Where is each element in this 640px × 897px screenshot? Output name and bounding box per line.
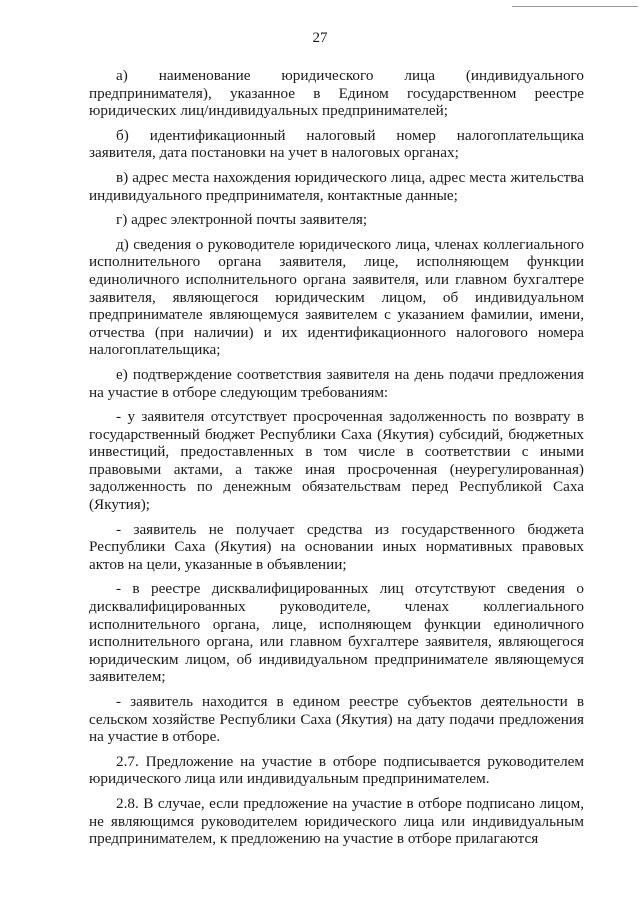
requirement-no-other-funds: - заявитель не получает средства из государственного бюджета Республики Саха (Якутия) на основании иных нормативных правовых актов на цели, указанные в объявлении;: [89, 520, 584, 573]
section-2-7: 2.7. Предложение на участие в отборе подписывается руководителем юридического лица или индивидуальным предпринимателем.: [89, 752, 584, 788]
document-body: [89, 67, 584, 855]
requirement-in-registry: - заявитель находится в едином реестре субъектов деятельности в сельском хозяйстве Республики Саха (Якутия) на дату подачи предложения на участие в отборе.: [89, 693, 584, 746]
paragraph-g: г) адрес электронной почты заявителя;: [116, 211, 368, 229]
section-2-8: 2.8. В случае, если предложение на участие в отборе подписано лицом, не являющимся руководителем юридического лица или индивидуальным предпринимателем, к предложению на участие в отборе прилагаются: [89, 794, 584, 848]
requirement-no-debt: - у заявителя отсутствует просроченная задолженность по возврату в государственный бюджет Республики Саха (Якутия) субсидий, бюджетных инвестиций, предоставленных в том числе в соответствии с иными правовыми актами, а также иная просроченная (неурегулированная) задолженность по денежным обязательствам перед Республикой Саха (Якутия);: [89, 408, 584, 514]
paragraph-d: д) сведения о руководителе юридического лица, членах коллегиального исполнительного органа заявителя, лице, исполняющем функции единоличного исполнительного органа заявителя, или главном бухгалтере заявителя, являющегося юридическим лицом, об индивидуальном предпринимателе являющемуся заявителем с указанием фамилии, имени, отчества (при наличии) и их идентификационного налогового номера налогоплательщика;: [89, 235, 584, 359]
paragraph-a: а) наименование юридического лица (индивидуального предпринимателя), указанное в Едином государственном реестре юридических лиц/индивидуальных предпринимателей;: [89, 67, 584, 120]
page-number: 27: [312, 30, 328, 46]
requirement-not-disqualified: - в реестре дисквалифицированных лиц отсутствуют сведения о дисквалифицированных руководителе, членах коллегиального исполнительного органа, лице, исполняющем функции единоличного исполнительного органа, или главном бухгалтере заявителя, являющегося юридическим лицом, об индивидуальном предпринимателе являющемуся заявителем;: [89, 580, 584, 686]
paragraph-v: в) адрес места нахождения юридического лица, адрес места жительства индивидуального предпринимателя, контактные данные;: [89, 168, 584, 204]
paragraph-b: б) идентификационный налоговый номер налогоплательщика заявителя, дата постановки на учет в налоговых органах;: [89, 126, 584, 162]
paragraph-e: е) подтверждение соответствия заявителя на день подачи предложения на участие в отборе следующим требованиям:: [89, 365, 584, 401]
corner-scan-line: [512, 6, 638, 7]
